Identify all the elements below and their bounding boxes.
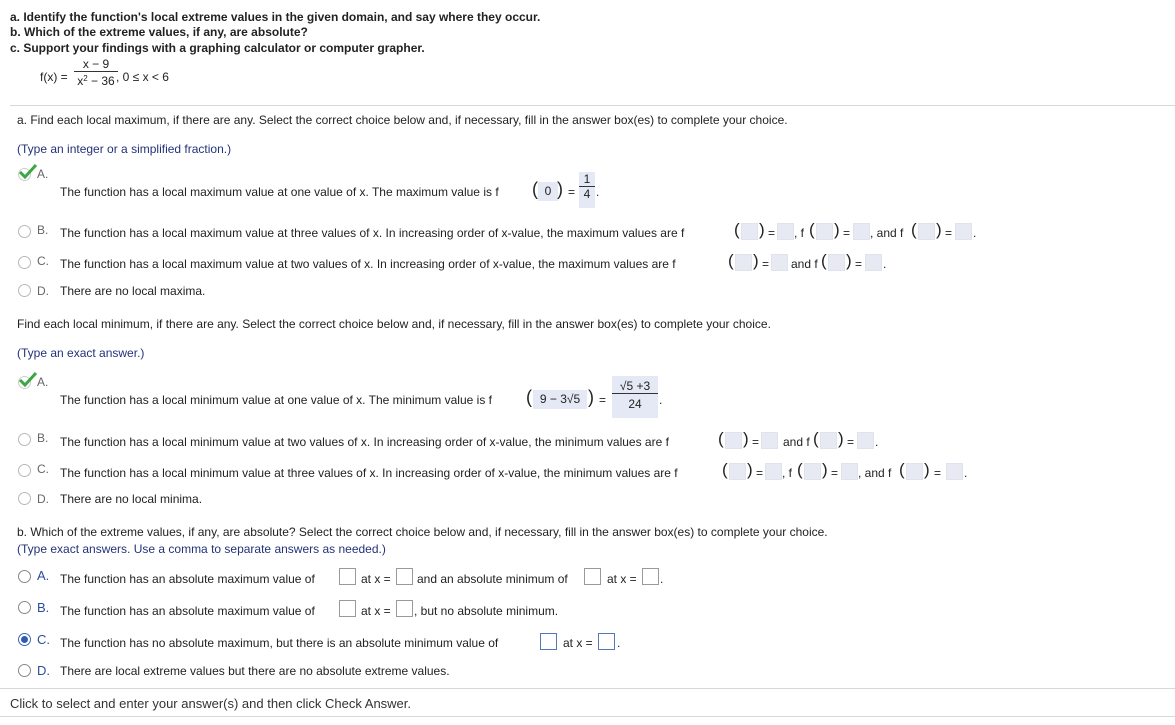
min-b-v2-box[interactable] (857, 432, 874, 449)
max-a-x-answer: 0 (538, 182, 558, 201)
min-c-v2-box[interactable] (841, 463, 858, 480)
abs-option-b-letter: B. (37, 600, 50, 615)
part-b-hint: (Type exact answers. Use a comma to separate answers as needed.) (17, 542, 386, 556)
function-label: f(x) = (40, 70, 68, 84)
min-hint: (Type an exact answer.) (17, 346, 145, 360)
paren-open: ( (911, 220, 917, 239)
min-prompt: Find each local minimum, if there are any. Select the correct choice below and, if necessary, fill in the answer box(es) to complete your choice. (17, 317, 771, 331)
abs-option-d-radio[interactable] (18, 664, 31, 677)
abs-option-d-text: There are local extreme values but there are no absolute extreme values. (60, 664, 450, 678)
equals: = (768, 226, 776, 240)
divider (10, 105, 1175, 106)
function-numerator: x − 9 (82, 57, 110, 71)
check-icon (18, 371, 38, 387)
abs-option-b-radio[interactable] (18, 601, 31, 614)
paren-open: ( (821, 251, 827, 270)
abs-option-b-text2: at x = (361, 604, 391, 618)
function-fraction (74, 57, 118, 88)
paren-close: ) (822, 460, 828, 479)
equals: = (945, 226, 953, 240)
max-option-a-text: The function has a local maximum value at one value of x. The maximum value is f (60, 185, 499, 199)
paren-close: ) (838, 429, 844, 448)
function-domain: , 0 ≤ x < 6 (116, 70, 169, 84)
paren-open: ( (718, 429, 724, 448)
abs-option-a-text1: The function has an absolute maximum value of (60, 572, 315, 586)
min-option-b-radio[interactable] (18, 433, 31, 446)
max-a-equals: = (568, 185, 576, 199)
max-b-v2-box[interactable] (853, 223, 870, 240)
abs-option-c-letter: C. (37, 632, 50, 647)
abs-option-a-text4: at x = (607, 572, 637, 586)
abs-option-a-letter: A. (37, 568, 50, 583)
max-c-x2-box[interactable] (828, 254, 845, 271)
max-hint: (Type an integer or a simplified fraction.) (17, 142, 232, 156)
paren-open: ( (526, 387, 532, 407)
abs-a-min-x-box[interactable] (642, 568, 659, 585)
max-option-b-radio[interactable] (18, 225, 31, 238)
comma-f: , f (782, 466, 793, 480)
max-prompt: a. Find each local maximum, if there are any. Select the correct choice below and, if necessary, fill in the answer box(es) to complete your choice. (17, 113, 788, 127)
and-f: and f (791, 257, 818, 271)
max-option-d-radio[interactable] (18, 284, 31, 297)
min-c-x1-box[interactable] (729, 463, 746, 480)
paren-close: ) (743, 429, 749, 448)
min-a-equals: = (599, 393, 607, 407)
abs-a-min-value-box[interactable] (584, 568, 601, 585)
max-b-x2-box[interactable] (816, 223, 833, 240)
paren-open: ( (532, 179, 538, 199)
and-f: and f (783, 435, 810, 449)
footer-bottom-divider (0, 716, 1175, 717)
paren-close: ) (759, 220, 765, 239)
max-a-value-answer: $\frac{1}{4}$ (579, 172, 595, 208)
equals: = (855, 257, 863, 271)
abs-c-min-x-box[interactable] (598, 633, 615, 650)
max-option-c-radio[interactable] (18, 256, 31, 269)
abs-b-max-value-box[interactable] (339, 600, 356, 617)
max-c-v2-box[interactable] (865, 254, 882, 271)
question-line-c: c. Support your findings with a graphing calculator or computer grapher. (10, 41, 425, 55)
min-option-c-text: The function has a local minimum value at three values of x. In increasing order of x-value, the minimum values are f (60, 466, 678, 480)
equals: = (843, 226, 851, 240)
abs-a-max-value-box[interactable] (339, 568, 356, 585)
abs-option-a-text3: and an absolute minimum of (417, 572, 568, 586)
min-option-a-letter: A. (37, 375, 49, 389)
period: . (660, 572, 664, 586)
max-b-x3-box[interactable] (918, 223, 935, 240)
paren-close: ) (557, 179, 563, 199)
abs-a-max-x-box[interactable] (396, 568, 413, 585)
max-b-v3-box[interactable] (955, 223, 972, 240)
min-option-d-radio[interactable] (18, 492, 31, 505)
max-option-d-text: There are no local maxima. (60, 284, 206, 298)
min-option-b-text: The function has a local minimum value at two values of x. In increasing order of x-value, the minimum values are f (60, 435, 669, 449)
paren-close: ) (753, 251, 759, 270)
max-option-b-text: The function has a local maximum value at three values of x. In increasing order of x-value, the maximum values are f (60, 226, 685, 240)
abs-b-max-x-box[interactable] (396, 600, 413, 617)
period: . (883, 257, 887, 271)
period: . (964, 466, 968, 480)
paren-open: ( (728, 251, 734, 270)
max-option-c-text: The function has a local maximum value at two values of x. In increasing order of x-value, the maximum values are f (60, 257, 676, 271)
comma-and-f: , and f (858, 466, 892, 480)
equals: = (934, 466, 942, 480)
abs-option-a-text2: at x = (361, 572, 391, 586)
min-option-a-text: The function has a local minimum value at one value of x. The minimum value is f (60, 393, 492, 407)
abs-option-c-text1: The function has no absolute maximum, but there is an absolute minimum value of (60, 636, 499, 650)
min-option-b-letter: B. (37, 431, 49, 445)
min-option-c-letter: C. (37, 462, 49, 476)
abs-option-a-radio[interactable] (18, 570, 31, 583)
min-c-x2-box[interactable] (804, 463, 821, 480)
period: . (973, 226, 977, 240)
min-b-x2-box[interactable] (820, 432, 837, 449)
min-a-period: . (659, 393, 663, 407)
abs-option-c-radio[interactable] (18, 633, 31, 646)
question-line-b: b. Which of the extreme values, if any, are absolute? (10, 25, 308, 39)
min-option-c-radio[interactable] (18, 464, 31, 477)
min-c-v3-box[interactable] (946, 463, 963, 480)
paren-open: ( (734, 220, 740, 239)
min-option-d-letter: D. (37, 492, 49, 506)
min-a-x-answer: 9 − 3√5 (533, 390, 587, 409)
part-b-prompt: b. Which of the extreme values, if any, are absolute? Select the correct choice below and, if necessary, fill in the answer box(es) to complete your choice. (17, 525, 828, 539)
min-b-x1-box[interactable] (725, 432, 742, 449)
comma-f: , f (794, 226, 805, 240)
min-b-v1-box[interactable] (761, 432, 778, 449)
abs-c-min-value-box[interactable] (540, 633, 557, 650)
equals: = (756, 466, 764, 480)
period: . (617, 636, 621, 650)
footer-instruction: Click to select and enter your answer(s) and then click Check Answer. (10, 696, 412, 711)
equals: = (847, 435, 855, 449)
paren-close: ) (924, 460, 930, 479)
paren-close: ) (747, 460, 753, 479)
paren-close: ) (846, 251, 852, 270)
paren-close: ) (834, 220, 840, 239)
max-a-period: . (596, 185, 600, 199)
abs-option-d-letter: D. (37, 663, 50, 678)
footer-divider (0, 688, 1175, 689)
equals: = (762, 257, 770, 271)
paren-open: ( (899, 460, 905, 479)
comma-and-f: , and f (870, 226, 904, 240)
equals: = (831, 466, 839, 480)
max-b-x1-box[interactable] (741, 223, 758, 240)
question-line-a: a. Identify the function's local extreme values in the given domain, and say where they occur. (10, 10, 541, 24)
paren-open: ( (809, 220, 815, 239)
abs-option-b-text3: , but no absolute minimum. (414, 604, 559, 618)
function-denominator: $x^2 - 36$ (74, 71, 118, 88)
max-b-v1-box[interactable] (777, 223, 794, 240)
paren-open: ( (722, 460, 728, 479)
min-a-value-answer: $\frac{√5 +3}{24}$ (612, 376, 658, 418)
period: . (875, 435, 879, 449)
paren-open: ( (797, 460, 803, 479)
max-option-b-letter: B. (37, 223, 49, 237)
max-c-x1-box[interactable] (735, 254, 752, 271)
max-c-v1-box[interactable] (771, 254, 788, 271)
paren-open: ( (813, 429, 819, 448)
equals: = (752, 435, 760, 449)
min-option-d-text: There are no local minima. (60, 492, 203, 506)
max-option-c-letter: C. (37, 254, 49, 268)
paren-close: ) (936, 220, 942, 239)
paren-close: ) (588, 387, 594, 407)
min-c-x3-box[interactable] (906, 463, 923, 480)
max-option-a-letter: A. (37, 167, 49, 181)
abs-option-b-text1: The function has an absolute maximum value of (60, 604, 315, 618)
abs-option-c-text2: at x = (563, 636, 593, 650)
check-icon (18, 163, 38, 179)
max-option-d-letter: D. (37, 284, 49, 298)
min-c-v1-box[interactable] (765, 463, 782, 480)
